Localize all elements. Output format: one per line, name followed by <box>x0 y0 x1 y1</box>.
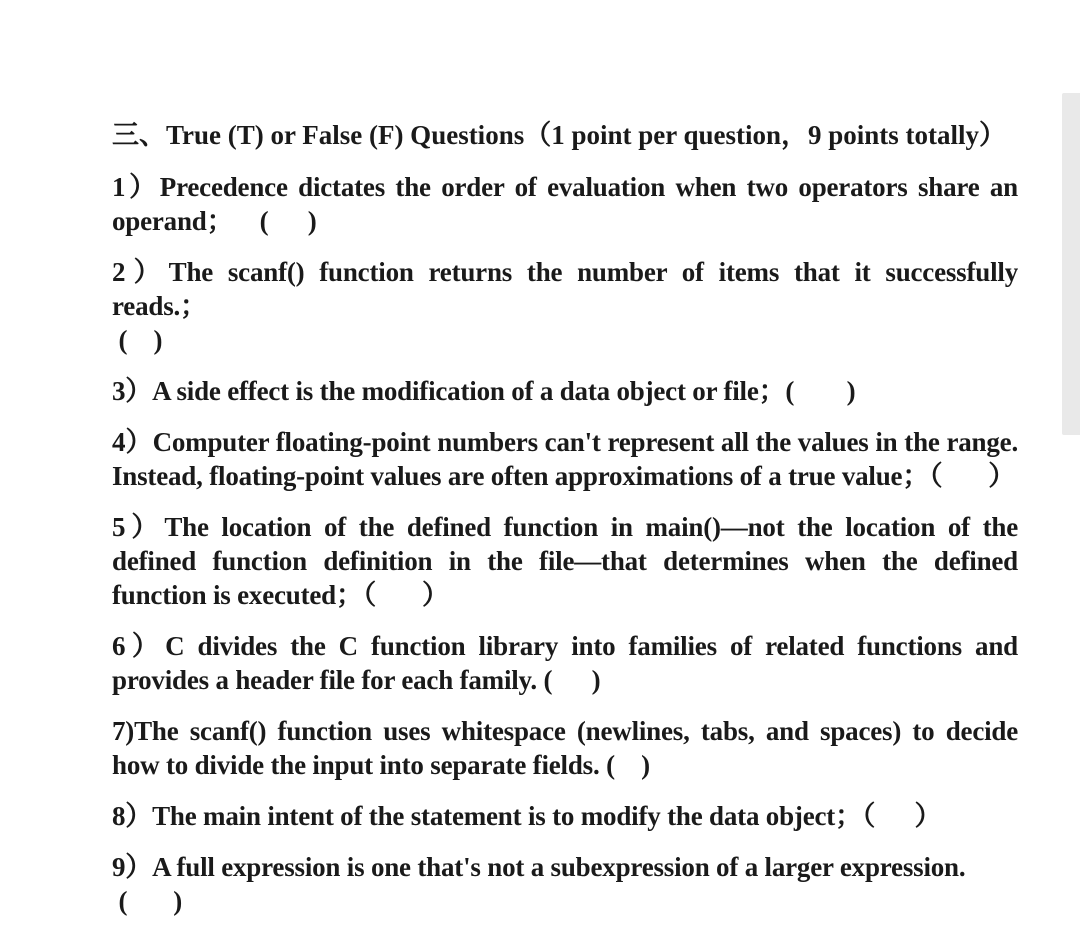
question-text: 8）The main intent of the statement is to modify the data object；（ <box>112 801 876 831</box>
question-9 <box>112 850 1018 918</box>
question-text: 2）The scanf() function returns the number of items that it successfully reads.； <box>112 257 1018 321</box>
section-heading: 三、True (T) or False (F) Questions（1 point per question，9 points totally） <box>112 120 1007 150</box>
answer-blank: ( ) <box>112 886 182 916</box>
answer-blank: ) <box>794 376 856 406</box>
answer-blank: ） <box>875 801 942 831</box>
scrollbar[interactable] <box>1062 93 1080 435</box>
question-7 <box>112 714 1018 782</box>
question-text: 9）A full expression is one that's not a subexpression of a larger expression. <box>112 852 966 882</box>
answer-blank: ) <box>552 665 601 695</box>
question-6 <box>112 629 1018 697</box>
question-8 <box>112 799 1018 833</box>
question-3 <box>112 374 1018 408</box>
question-text: 4）Computer floating-point numbers can't represent all the values in the range. Instead, floating-point values are often approximations of a true value；（ <box>112 427 1018 491</box>
question-text: 1）Precedence dictates the order of evaluation when two operators share an operand； <box>112 172 1018 236</box>
answer-blank: ） <box>376 580 449 610</box>
question-5 <box>112 510 1018 612</box>
question-text: 7)The scanf() function uses whitespace (newlines, tabs, and spaces) to decide how to divide the input into separate fields. ( <box>112 716 1018 780</box>
question-2 <box>112 255 1018 357</box>
question-4 <box>112 425 1018 493</box>
answer-blank: ( ) <box>112 325 163 355</box>
answer-blank: ) <box>614 750 650 780</box>
answer-blank: ( ) <box>233 206 317 236</box>
document-page <box>112 118 1018 935</box>
question-text: 3）A side effect is the modification of a data object or file；( <box>112 376 795 406</box>
answer-blank: ） <box>942 461 1016 491</box>
question-text: 5）The location of the defined function in main()—not the location of the defined function definition in the file—that determines when the defined function is executed；（ <box>112 512 1018 610</box>
question-1 <box>112 170 1018 238</box>
question-text: 6）C divides the C function library into families of related functions and provides a header file for each family. ( <box>112 631 1018 695</box>
